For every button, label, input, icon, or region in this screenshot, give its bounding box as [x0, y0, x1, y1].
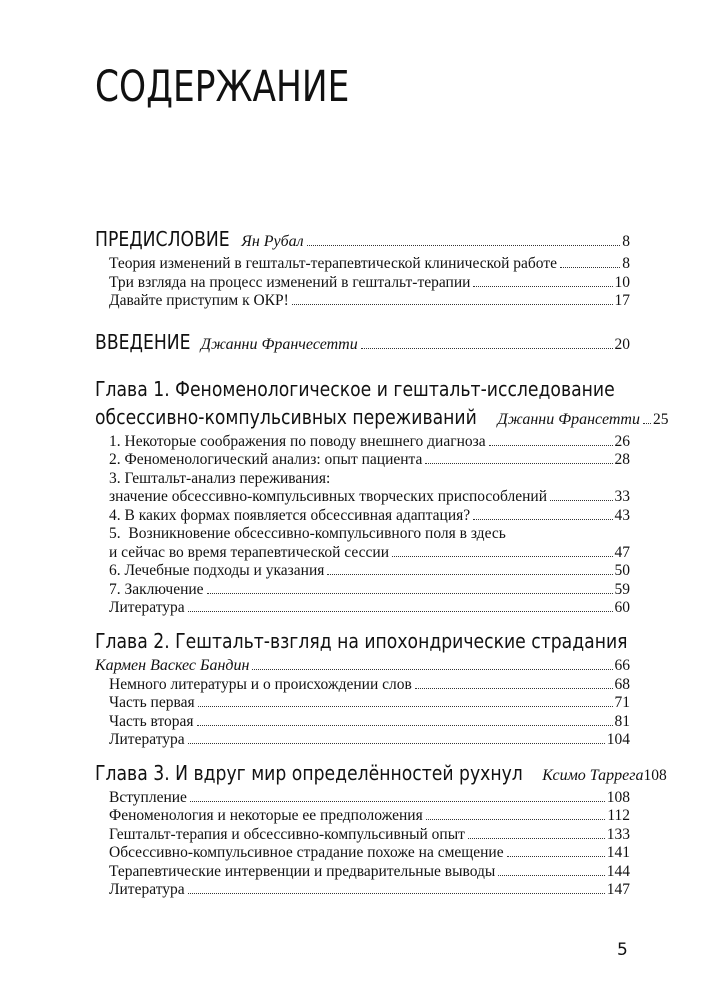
dot-leader	[473, 519, 612, 520]
page-ref: 50	[614, 562, 630, 579]
toc-entry[interactable]	[95, 292, 630, 311]
dot-leader	[207, 593, 613, 594]
entry-label: Часть первая	[109, 694, 195, 711]
section-author: Ксимо Таррега	[542, 766, 644, 784]
dot-leader	[415, 688, 613, 689]
entry-label: 7. Заключение	[109, 580, 204, 598]
page-ref: 8	[622, 233, 630, 250]
dot-leader	[188, 893, 605, 894]
toc-entry[interactable]	[95, 274, 630, 293]
toc-entry[interactable]	[95, 807, 630, 826]
page-number: 5	[617, 940, 628, 960]
entry-label: 4. В каких формах появляется обсессивная адаптация?	[109, 506, 471, 524]
dot-leader	[307, 245, 621, 246]
page-ref: 8	[622, 255, 630, 272]
page-ref: 68	[614, 675, 630, 693]
page-ref: 71	[614, 694, 630, 711]
toc-entry[interactable]	[95, 844, 630, 863]
toc-entry[interactable]	[95, 826, 630, 845]
dot-leader	[498, 875, 604, 876]
chapter-1-title-line1[interactable]: Глава 1. Феноменологическое и гештальт-исследование	[95, 376, 615, 401]
page-ref: 104	[606, 731, 630, 748]
page-ref: 108	[606, 788, 630, 806]
entry-label: Литература	[109, 599, 185, 616]
toc-entry[interactable]	[95, 881, 630, 900]
page-ref: 28	[614, 451, 630, 468]
dot-leader	[190, 801, 605, 802]
page-ref: 20	[614, 335, 630, 353]
page-ref: 59	[614, 580, 630, 598]
entry-label: Теория изменений в гештальт-терапевтической клинической работе	[109, 255, 557, 272]
toc-entry[interactable]	[95, 255, 630, 274]
page-ref: 66	[614, 656, 630, 674]
entry-label: 6. Лечебные подходы и указания	[109, 562, 325, 579]
entry-label: Давайте приступим к ОКР!	[109, 292, 289, 309]
page-ref: 43	[614, 506, 630, 524]
entry-label: Немного литературы и о происхождении слов	[109, 675, 412, 693]
dot-leader	[327, 574, 612, 575]
page-ref: 60	[614, 599, 630, 616]
dot-leader	[560, 267, 620, 268]
chapter-1-title-line2[interactable]: обсессивно-компульсивных переживаний Джанни Франсетти 25	[95, 404, 630, 433]
section-author: Ян Рубал	[241, 233, 304, 250]
entry-label: значение обсессивно-компульсивных творческих приспособлений	[109, 488, 548, 505]
entry-label: 1. Некоторые соображения по поводу внешнего диагноза	[109, 432, 486, 450]
toc-entry[interactable]	[95, 451, 630, 470]
page-ref: 112	[607, 807, 630, 824]
page-ref: 108	[643, 766, 667, 784]
entry-label: Вступление	[109, 788, 187, 806]
dot-leader	[425, 463, 612, 464]
entry-label: и сейчас во время терапевтической сессии	[109, 543, 389, 561]
dot-leader	[252, 669, 612, 670]
toc-entry[interactable]	[95, 863, 630, 882]
entry-label: Терапевтические интервенции и предварительные выводы	[109, 862, 496, 880]
section-author: Джанни Франчесетти	[200, 335, 358, 353]
toc-entry-line1[interactable]: 3. Гештальт-анализ переживания:	[109, 469, 331, 487]
dot-leader	[473, 286, 612, 287]
page-ref: 133	[606, 825, 630, 843]
section-author: Джанни Франсетти	[497, 410, 640, 428]
toc-section-preface[interactable]	[95, 226, 630, 255]
page-ref: 81	[614, 712, 630, 730]
toc-entry[interactable]	[95, 507, 630, 526]
entry-label: 2. Феноменологический анализ: опыт пациента	[109, 451, 423, 468]
dot-leader	[426, 819, 606, 820]
dot-leader	[188, 611, 613, 612]
entry-label: Обсессивно-компульсивное страдание похоже на смещение	[109, 844, 504, 861]
toc-entry-line1[interactable]: 5. Возникновение обсессивно-компульсивного поля в здесь	[109, 525, 506, 542]
dot-leader	[489, 445, 613, 446]
toc-entry[interactable]	[95, 488, 630, 507]
page-ref: 47	[614, 543, 630, 561]
dot-leader	[468, 838, 605, 839]
page-ref: 17	[614, 292, 630, 309]
section-title: ВВЕДЕНИЕ	[95, 329, 191, 354]
dot-leader	[198, 706, 613, 707]
entry-label: Гештальт-терапия и обсессивно-компульсивный опыт	[109, 825, 465, 843]
toc-entry[interactable]	[95, 713, 630, 732]
table-of-contents	[95, 226, 669, 900]
dot-leader	[643, 423, 651, 424]
dot-leader	[188, 743, 605, 744]
toc-section-intro[interactable]	[95, 329, 630, 358]
dot-leader	[550, 500, 612, 501]
toc-entry[interactable]	[95, 599, 630, 618]
page-ref: 144	[606, 862, 630, 880]
chapter-3-title[interactable]: Глава 3. И вдруг мир определённостей рухнул Ксимо Таррега 108	[95, 760, 630, 789]
toc-entry[interactable]	[95, 676, 630, 695]
toc-entry[interactable]	[95, 789, 630, 808]
entry-label: Литература	[109, 881, 185, 898]
dot-leader	[197, 725, 613, 726]
toc-entry[interactable]	[95, 581, 630, 600]
entry-label: Феноменология и некоторые ее предположения	[109, 807, 423, 824]
dot-leader	[507, 856, 605, 857]
page-ref: 26	[614, 432, 630, 450]
dot-leader	[392, 556, 613, 557]
dot-leader	[292, 304, 613, 305]
chapter-2-author-row[interactable]	[95, 656, 630, 676]
page-ref: 141	[606, 844, 630, 861]
toc-entry[interactable]	[95, 562, 630, 581]
entry-label: Три взгляда на процесс изменений в гештальт-терапии	[109, 273, 471, 291]
entry-label: Часть вторая	[109, 712, 194, 730]
page-ref: 33	[614, 488, 630, 505]
dot-leader	[361, 348, 613, 349]
page-title: СОДЕРЖАНИЕ	[95, 62, 350, 112]
page-ref: 25	[652, 410, 669, 428]
entry-label: Литература	[109, 731, 185, 748]
toc-entry[interactable]	[95, 694, 630, 713]
toc-entry[interactable]	[95, 433, 630, 452]
page-ref: 147	[606, 881, 630, 898]
toc-entry[interactable]	[95, 731, 630, 750]
chapter-2-title[interactable]: Глава 2. Гештальт-взгляд на ипохондрические страдания	[95, 628, 628, 653]
section-title: ПРЕДИСЛОВИЕ	[95, 227, 230, 251]
section-author: Кармен Васкес Бандин	[95, 656, 250, 674]
page-ref: 10	[614, 273, 630, 291]
toc-entry[interactable]	[95, 544, 630, 563]
